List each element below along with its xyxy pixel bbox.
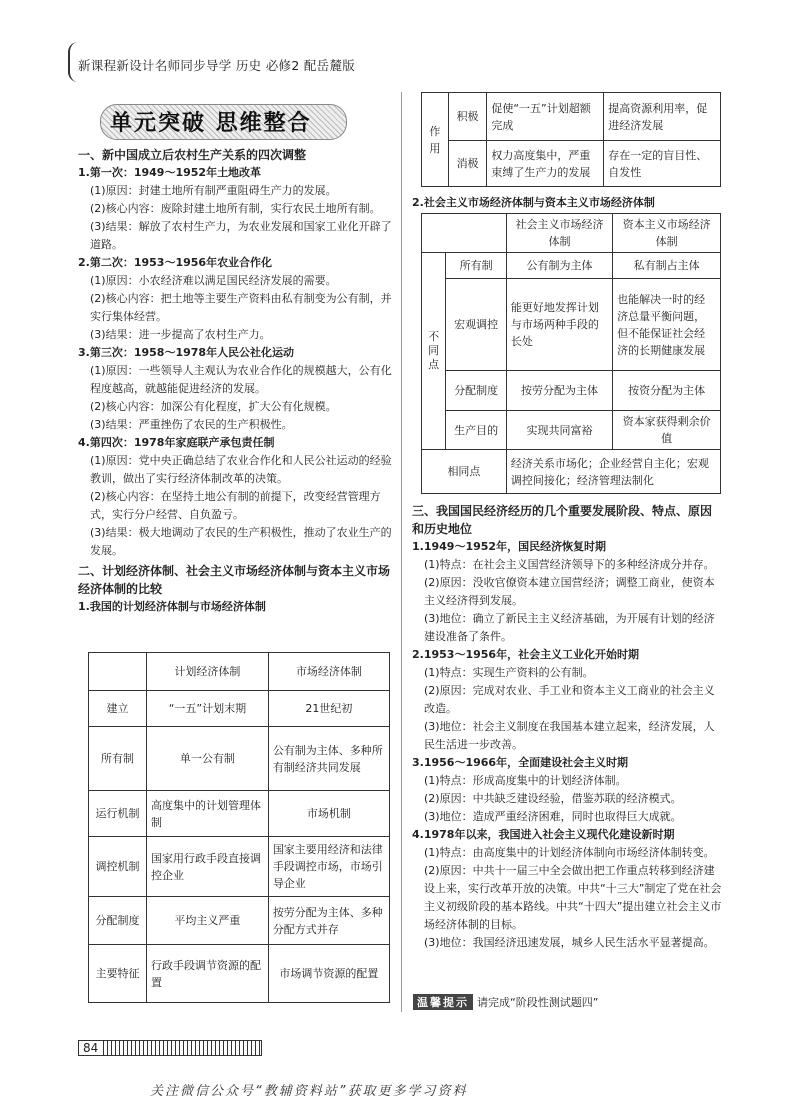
table-row: 宏观调控 能更好地发挥计划与市场两种手段的长处 也能解决一时的经济总量平衡问题，但不能保证社会经济的长期健康发展 xyxy=(422,279,721,371)
table-planned-vs-market-cont xyxy=(421,92,721,187)
table-header-row: 计划经济体制 市场经济体制 xyxy=(89,653,390,691)
s1-item-4: 4.第四次：1978年家庭联产承包责任制 (1)原因：党中央正确总结了农业合作化和人民公社运动的经验教训，做出了实行经济体制改革的决策。 (2)核心内容：在坚持土地公有制的前提下，改变经营管理方式，实行分户经营、自负盈亏。 (3)结果：极大地调动了农民的生产积极性，推动了农业生产的发展。 xyxy=(78,436,392,557)
page-number-bar xyxy=(78,1040,262,1056)
table-row: 主要特征 行政手段调节资源的配置 市场调节资源的配置 xyxy=(89,945,390,1003)
tip-box xyxy=(413,994,713,1012)
s3-title: 三、我国国民经济经历的几个重要发展阶段、特点、原因和历史地位 xyxy=(412,504,713,536)
s3-item-2: 2.1953～1956年，社会主义工业化开始时期 (1)特点：实现生产资料的公有制。 (2)原因：完成对农业、手工业和资本主义工商业的社会主义改造。 (3)地位：社会主义制度在我国基本建立起来，经济发展，人民生活进一步改善。 xyxy=(412,648,715,751)
tip-label: 温馨提示 xyxy=(413,994,473,1010)
table-row: 所有制 单一公有制 公有制为主体、多种所有制经济共同发展 xyxy=(89,727,390,791)
table-row: 分配制度 平均主义严重 按劳分配为主体、多种分配方式并存 xyxy=(89,897,390,945)
s3-item-4: 4.1978年以来，我国进入社会主义现代化建设新时期 (1)特点：由高度集中的计划经济体制向市场经济体制转变。 (2)原因：中共十一届三中全会做出把工作重点转移到经济建设上来，实行改革开放的决策。中共“十三大”制定了党在社会主义初级阶段的基本路线。中共“十四大”提出建立社会主义市场经济体制的目标。 (3)地位：我国经济迅速发展，城乡人民生活水平显著提高。 xyxy=(412,828,722,949)
table-row: 运行机制 高度集中的计划管理体制 市场机制 xyxy=(89,791,390,837)
s1-title: 一、新中国成立后农村生产关系的四次调整 xyxy=(78,148,307,162)
table-row: 作用 积极 促使“一五”计划超额完成 提高资源利用率，促进经济发展 xyxy=(422,93,721,141)
table-header-row: 社会主义市场经济体制 资本主义市场经济体制 xyxy=(422,214,721,253)
table-row: 相同点 经济关系市场化；企业经营自主化；宏观调控间接化；经济管理法制化 xyxy=(422,450,721,494)
page-number: 84 xyxy=(79,1041,102,1055)
right-column-bottom xyxy=(412,502,722,952)
table-row: 消极 权力高度集中，严重束缚了生产力的发展 存在一定的盲目性、自发性 xyxy=(422,141,721,187)
s1-item-3: 3.第三次：1958～1978年人民公社化运动 (1)原因：一些领导人主观认为农业合作化的规模越大，公有化程度越高，就越能促进经济的发展。 (2)核心内容：加深公有化程度，扩大公有化规模。 (3)结果：严重挫伤了农民的生产积极性。 xyxy=(78,346,392,431)
s3-item-1: 1.1949～1952年，国民经济恢复时期 (1)特点：在社会主义国营经济领导下的多种经济成分并存。 (2)原因：没收官僚资本建立国营经济；调整工商业，使资本主义经济得到发展。 (3)地位：确立了新民主主义经济基础，为开展有计划的经济建设准备了条件。 xyxy=(412,540,715,643)
right-column-top xyxy=(412,194,722,212)
s2-sub1: 1.我国的计划经济体制与市场经济体制 xyxy=(78,600,266,613)
tip-text: 请完成“阶段性测试题四” xyxy=(477,996,599,1009)
s1-item-1: 1.第一次：1949～1952年土地改革 (1)原因：封建土地所有制严重阻碍生产力的发展。 (2)核心内容：废除封建土地所有制，实行农民土地所有制。 (3)结果：解放了农村生产力，为农业发展和国家工业化开辟了道路。 xyxy=(78,166,392,251)
s2-title: 二、计划经济体制、社会主义市场经济体制与资本主义市场经济体制的比较 xyxy=(78,564,391,596)
running-header: 新课程新设计名师同步导学 历史 必修2 配岳麓版 xyxy=(78,58,356,73)
s2-sub2: 2.社会主义市场经济体制与资本主义市场经济体制 xyxy=(412,196,655,209)
table-row: 生产目的 实现共同富裕 资本家获得剩余价值 xyxy=(422,411,721,450)
footer-note: 关注微信公众号“教辅资料站”获取更多学习资料 xyxy=(150,1084,468,1099)
table-row: 分配制度 按劳分配为主体 按资分配为主体 xyxy=(422,371,721,411)
table-planned-vs-market xyxy=(88,652,390,1003)
table-socialist-vs-capitalist xyxy=(421,213,721,494)
section-banner xyxy=(100,98,345,144)
s1-item-2: 2.第二次：1953～1956年农业合作化 (1)原因：小农经济难以满足国民经济发展的需要。 (2)核心内容：把土地等主要生产资料由私有制变为公有制，并实行集体经营。 (3)结果：进一步提高了农村生产力。 xyxy=(78,256,392,341)
banner-title: 单元突破 思维整合 xyxy=(110,111,312,136)
table-row: 不同点 所有制 公有制为主体 私有制占主体 xyxy=(422,253,721,279)
table-row: 建立 “一五”计划末期 21世纪初 xyxy=(89,691,390,727)
column-divider xyxy=(401,92,402,1012)
left-column xyxy=(78,146,392,616)
table-row: 调控机制 国家用行政手段直接调控企业 国家主要用经济和法律手段调控市场，市场引导企业 xyxy=(89,837,390,897)
s3-item-3: 3.1956～1966年，全面建设社会主义时期 (1)特点：形成高度集中的计划经济体制。 (2)原因：中共缺乏建设经验，借鉴苏联的经济模式。 (3)地位：造成严重经济困难，同时也取得巨大成就。 xyxy=(412,756,682,823)
